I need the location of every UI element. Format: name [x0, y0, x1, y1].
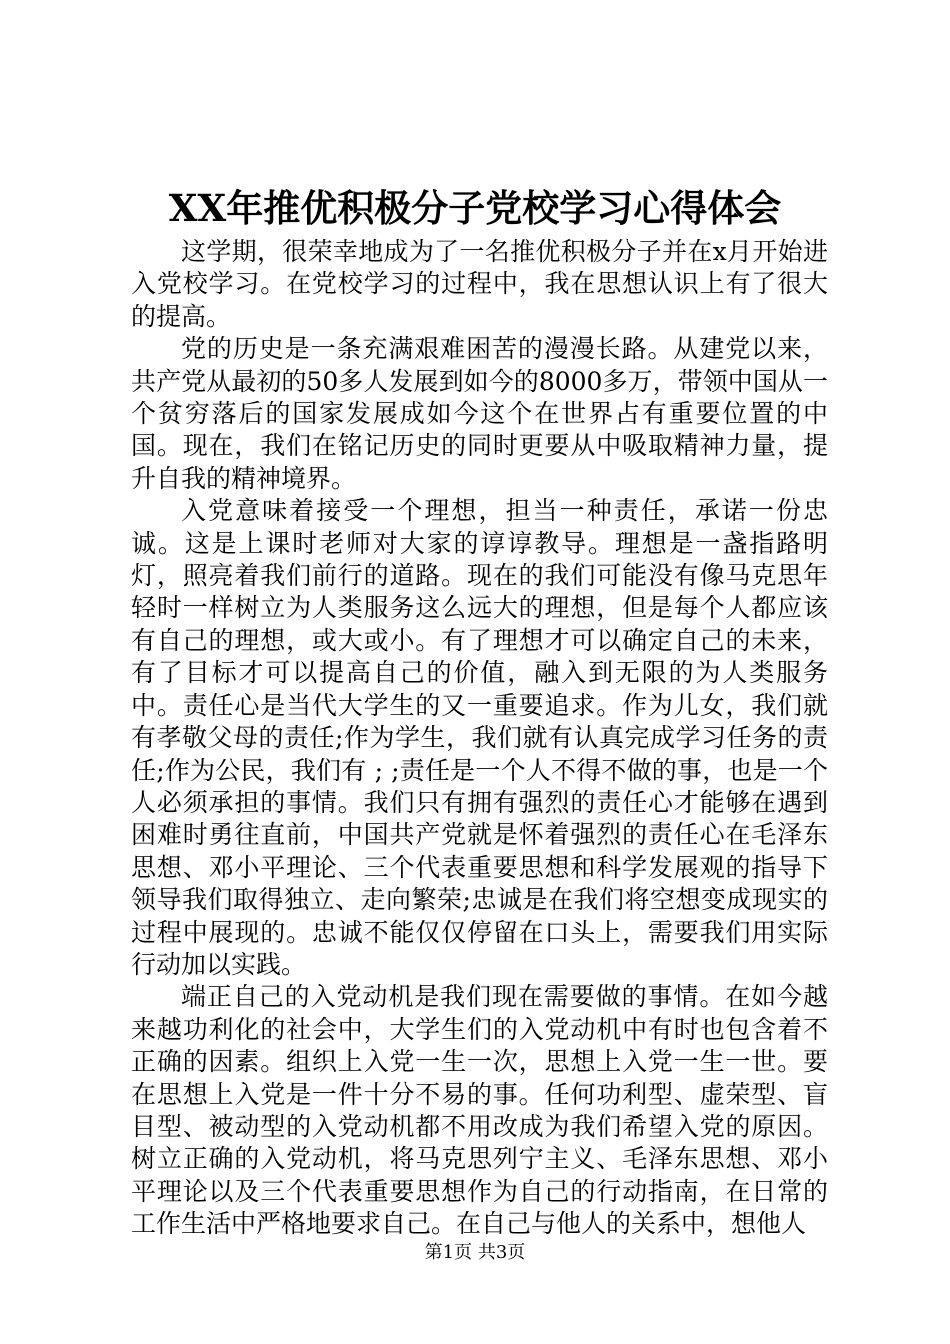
page-number-footer: 第1页 共3页 [424, 1242, 526, 1263]
paragraph-4: 端正自己的入党动机是我们现在需要做的事情。在如今越来越功利化的社会中，大学生们的入党动机中有时也包含着不正确的因素。组织上入党一生一次，思想上入党一生一世。要在思想上入党是一件十分不易的事。任何功利型、虚荣型、盲目型、被动型的入党动机都不用改成为我们希望入党的原因。树立正确的入党动机，将马克思列宁主义、毛泽东思想、邓小平理论以及三个代表重要思想作为自己的行动指南，在日常的工作生活中严格地要求自己。在自己与他人的关系中，想他人 [131, 982, 828, 1239]
paragraph-2: 党的历史是一条充满艰难困苦的漫漫长路。从建党以来，共产党从最初的50多人发展到如今的8000多万，带领中国从一个贫穷落后的国家发展成如今这个在世界占有重要位置的中国。现在，我们在铭记历史的同时更要从中吸取精神力量，提升自我的精神境界。 [131, 334, 828, 493]
paragraph-1: 这学期，很荣幸地成为了一名推优积极分子并在x月开始进入党校学习。在党校学习的过程中，我在思想认识上有了很大的提高。 [131, 237, 828, 331]
document-body [131, 236, 828, 1241]
paragraph-3: 入党意味着接受一个理想，担当一种责任，承诺一份忠诚。这是上课时老师对大家的谆谆教导。理想是一盏指路明灯，照亮着我们前行的道路。现在的我们可能没有像马克思年轻时一样树立为人类服务这么远大的理想，但是每个人都应该有自己的理想，或大或小。有了理想才可以确定自己的未来，有了目标才可以提高自己的价值，融入到无限的为人类服务中。责任心是当代大学生的又一重要追求。作为儿女，我们就有孝敬父母的责任;作为学生，我们就有认真完成学习任务的责任;作为公民，我们有 ; ;责任是一个人不得不做的事，也是一个人必须承担的事情。我们只有拥有强烈的责任心才能够在遇到困难时勇往直前，中国共产党就是怀着强烈的责任心在毛泽东思想、邓小平理论、三个代表重要思想和科学发展观的指导下领导我们取得独立、走向繁荣;忠诚是在我们将空想变成现实的过程中展现的。忠诚不能仅仅停留在口头上，需要我们用实际行动加以实践。 [131, 496, 828, 979]
document-title: XX年推优积极分子党校学习心得体会 [168, 186, 782, 230]
